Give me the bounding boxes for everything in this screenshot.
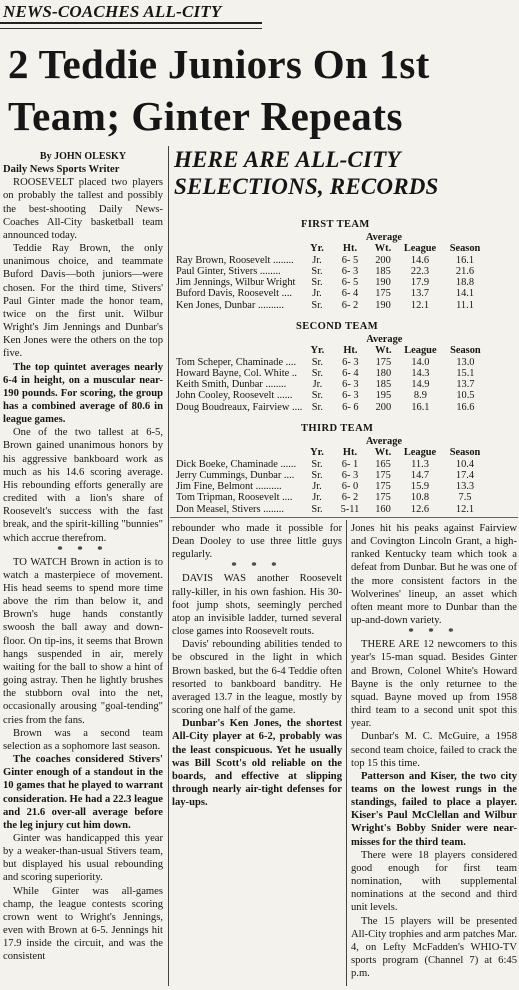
paragraph: TO WATCH Brown in action is to watch a masterpiece of movement. His head seems to spend more time above the rim than below it, and Brown's huge hands constantly swoosh the ball away and down-floor. On tip-ins, it seems that Brown hangs suspended in air, merely waiting for the ball to show a hint of going astray. Then he lightly brushes the stubborn oval into the net, occasionally arousing "goal-tending" cries from the fans.	[3, 556, 163, 726]
player-height: 6- 3	[342, 390, 359, 402]
player-year: Sr.	[311, 458, 323, 470]
season-average: 13.7	[456, 379, 475, 391]
player-height: 6- 2	[341, 299, 359, 311]
player-height: 6- 2	[341, 492, 359, 504]
table-row	[176, 266, 488, 277]
season-average: 18.8	[455, 277, 475, 289]
first-team-table	[176, 232, 488, 311]
wt-header: Wt.	[374, 243, 392, 255]
player-height: 6- 1	[341, 458, 359, 470]
season-average: 7.5	[458, 492, 472, 504]
league-average: 22.3	[410, 265, 430, 277]
table-row	[176, 288, 488, 299]
player-name: Jerry Cummings, Dunbar ....	[176, 469, 295, 481]
season-average: 12.1	[455, 503, 475, 515]
team-heading: THIRD TEAM	[301, 423, 374, 434]
article-column-3	[351, 522, 517, 980]
player-year: Jr.	[312, 254, 322, 266]
player-weight: 160	[375, 503, 391, 515]
section-kicker: NEWS-COACHES ALL-CITY	[3, 2, 222, 21]
league-average: 13.7	[410, 288, 430, 300]
article-column-2	[172, 522, 342, 809]
ht-header: Ht.	[343, 345, 358, 357]
third-team-table	[176, 436, 488, 515]
kicker-rule	[0, 22, 262, 24]
season-average: 15.1	[456, 367, 475, 379]
league-average: 12.1	[410, 299, 430, 311]
average-header: Average	[365, 436, 402, 447]
player-year: Jr.	[312, 481, 322, 493]
yr-header: Yr.	[310, 345, 325, 357]
headline-line-1: 2 Teddie Juniors On 1st	[8, 41, 430, 87]
player-height: 6- 5	[341, 254, 359, 266]
ht-header: Ht.	[342, 243, 358, 255]
player-year: Jr.	[312, 288, 322, 300]
table-row	[176, 379, 488, 390]
section-break: * * *	[408, 627, 460, 639]
headline-line-2: Team; Ginter Repeats	[8, 93, 403, 139]
player-name: Keith Smith, Dunbar ........	[176, 379, 287, 391]
table-row	[176, 390, 488, 401]
player-weight: 195	[375, 390, 392, 402]
paragraph: rebounder who made it possible for Dean Dooley to use three little guys regularly.	[172, 523, 342, 561]
paragraph: While Ginter was all-games champ, the league contests scoring crown went to Wright's Jennings, even with Brown at 6-5. Jennings hit 17.9 inside the circuit, and was the consistent	[3, 885, 163, 963]
table-row	[176, 368, 488, 379]
league-average: 14.9	[411, 379, 430, 391]
table-row	[176, 357, 488, 368]
player-name: Ken Jones, Dunbar ..........	[176, 299, 284, 311]
league-header: League	[404, 345, 437, 357]
player-weight: 175	[375, 481, 391, 493]
player-weight: 190	[375, 299, 391, 311]
table-row	[176, 470, 488, 481]
player-year: Sr.	[311, 265, 323, 277]
yr-header: Yr.	[310, 447, 324, 459]
paragraph: Dunbar's Ken Jones, the shortest All-City player at 6-2, probably was the least conspicuous. Yet he usually was Bill Scott's old reliable on the boards, and effective at slipping through nearly air-tight defenses for lay-ups.	[172, 718, 342, 809]
player-year: Sr.	[311, 356, 324, 368]
player-name: Tom Tripman, Roosevelt ....	[176, 492, 293, 504]
season-average: 10.4	[455, 458, 475, 470]
table-row	[176, 459, 488, 470]
player-height: 6- 0	[341, 481, 359, 493]
table-title-line-2: SELECTIONS, RECORDS	[174, 174, 439, 199]
player-name: Don Measel, Stivers ........	[176, 503, 284, 515]
paragraph: The top quintet averages nearly 6-4 in height, on a muscular near-190 pounds. For scoring, the group has a combined average of 80.6 in league games.	[3, 361, 163, 426]
player-weight: 165	[375, 458, 391, 470]
article-column-1	[3, 150, 163, 964]
paragraph: The 15 players will be presented All-City trophies and arm patches Mar. 4, on Lefty McFadden's WHIO-TV sports program (Channel 7) at 6:45 p.m.	[351, 915, 517, 980]
player-name: Doug Boudreaux, Fairview ....	[176, 401, 303, 413]
league-average: 16.1	[411, 401, 430, 413]
player-weight: 180	[375, 367, 392, 379]
column-rule	[168, 146, 169, 986]
player-name: Jim Jennings, Wilbur Wright	[176, 277, 296, 289]
player-name: Jim Fine, Belmont ..........	[176, 481, 282, 493]
season-average: 13.0	[456, 356, 475, 368]
player-height: 6- 3	[342, 356, 359, 368]
paragraph: ROOSEVELT placed two players on probably the tallest and possibly the best-shooting Daily News-Coaches All-City basketball team announced today.	[3, 177, 163, 241]
league-average: 10.8	[410, 492, 430, 504]
league-average: 14.3	[411, 367, 430, 379]
player-name: Paul Ginter, Stivers ........	[176, 265, 281, 277]
team-heading: FIRST TEAM	[301, 219, 370, 230]
paragraph: DAVIS WAS another Roosevelt rally-killer, in his own fashion. His 30-foot jump shots, seemingly perched atop an invisible ladder, turned several close games into Roosevelt routs.	[172, 573, 342, 638]
player-year: Sr.	[311, 469, 323, 481]
season-average: 10.5	[456, 390, 475, 402]
table-row	[176, 277, 488, 288]
column-rule	[346, 520, 347, 986]
section-break: * * *	[57, 544, 109, 556]
player-weight: 175	[375, 492, 391, 504]
player-name: Howard Bayne, Col. White ..	[176, 367, 298, 379]
table-row	[176, 481, 488, 492]
player-year: Sr.	[311, 299, 323, 311]
average-header: Average	[365, 232, 402, 243]
byline-title: Daily News Sports Writer	[3, 164, 120, 176]
season-average: 14.1	[455, 288, 475, 300]
paragraph: Jones hit his peaks against Fairview and Covington Lincoln Grant, a high-ranked Kentucky team which took a defeat from Dunbar. But he was one of the more consistent factors in the Wolverines' lineup, an asset which often meant more to Dunbar than the up-and-down variety.	[351, 523, 517, 627]
league-average: 12.6	[410, 503, 430, 515]
player-year: Sr.	[311, 503, 323, 515]
kicker-rule-thin	[0, 28, 262, 29]
table-row	[176, 402, 488, 413]
player-name: Buford Davis, Roosevelt ....	[176, 288, 293, 300]
paragraph: There were 18 players considered good enough for first team nomination, with supplemental nominations at the second and third unit levels.	[351, 849, 517, 914]
team-heading: SECOND TEAM	[296, 321, 379, 332]
league-header: League	[403, 243, 437, 255]
player-height: 6- 4	[342, 367, 359, 379]
player-weight: 200	[375, 401, 392, 413]
player-weight: 200	[375, 254, 391, 266]
second-team-table	[176, 334, 488, 413]
paragraph: The coaches considered Stivers' Ginter enough of a standout in the 10 games that he played to warrant consideration. He had a 22.3 league and 21.6 over-all average before the leg injury cut him down.	[3, 754, 163, 831]
table-row	[176, 255, 488, 266]
wt-header: Wt.	[375, 345, 392, 357]
player-weight: 190	[375, 277, 391, 289]
player-height: 6- 3	[341, 265, 359, 277]
section-break: * * *	[231, 561, 283, 573]
table-box-rule	[170, 517, 518, 518]
player-name: Ray Brown, Roosevelt ........	[176, 254, 294, 266]
paragraph: Ginter was handicapped this year by a weaker-than-usual Stivers team, but displayed his usual rebounding and scoring superiority.	[3, 832, 163, 884]
season-average: 16.6	[456, 401, 475, 413]
player-height: 6- 4	[341, 288, 359, 300]
player-height: 5-11	[340, 503, 360, 515]
player-height: 6- 6	[342, 401, 359, 413]
player-name: Dick Boeke, Chaminade ......	[176, 458, 297, 470]
player-year: Sr.	[311, 390, 324, 402]
player-year: Sr.	[311, 401, 324, 413]
table-row	[176, 300, 488, 311]
league-average: 14.7	[410, 469, 430, 481]
ht-header: Ht.	[342, 447, 358, 459]
paragraph: THERE ARE 12 newcomers to this year's 15-man squad. Besides Ginter and Brown, Colonel White's Howard Bayne is the only returnee to the squad. Bayne moved up from 1958 third team to a second unit spot this year.	[351, 639, 517, 730]
league-average: 17.9	[410, 277, 430, 289]
player-year: Sr.	[311, 367, 324, 379]
player-height: 6- 3	[341, 469, 359, 481]
season-average: 16.1	[455, 254, 475, 266]
paragraph: Brown was a second team selection as a sophomore last season.	[3, 727, 163, 752]
season-average: 17.4	[455, 469, 475, 481]
league-average: 11.3	[411, 458, 429, 470]
paragraph: Teddie Ray Brown, the only unanimous choice, and teammate Buford Davis—both juniors—were chosen. For the third time, Stivers' Paul Ginter made the honor team, twice on the first unit. Wilbur Wright's Jim Jennings and Dunbar's Ken Jones were the others on the top five.	[3, 243, 163, 360]
season-header: Season	[449, 447, 481, 459]
table-row	[176, 492, 488, 503]
league-average: 14.0	[411, 356, 430, 368]
player-year: Sr.	[311, 277, 323, 289]
season-average: 11.1	[456, 299, 474, 311]
player-name: John Cooley, Roosevelt ......	[176, 390, 293, 402]
season-average: 13.3	[455, 481, 475, 493]
player-name: Tom Scheper, Chaminade ....	[176, 356, 297, 368]
player-weight: 175	[375, 356, 392, 368]
league-header: League	[403, 447, 437, 459]
table-title	[174, 146, 439, 200]
player-weight: 175	[375, 469, 391, 481]
league-average: 14.6	[410, 254, 430, 266]
paragraph: Patterson and Kiser, the two city teams on the lowest rungs in the standings, failed to place a player. Kiser's Paul McClellan and Wilbur Wright's Bobby Snider were near-misses for the third team.	[351, 770, 517, 848]
league-average: 8.9	[413, 390, 427, 402]
season-header: Season	[450, 345, 481, 357]
byline: By JOHN OLESKY	[39, 151, 127, 162]
league-average: 15.9	[410, 481, 430, 493]
average-header: Average	[366, 334, 403, 345]
player-height: 6- 3	[342, 379, 359, 391]
paragraph: One of the two tallest at 6-5, Brown gained unanimous honors by his aggressive bankboard work as much as his 14.6 scoring average. His rebounding efforts generally are credited with a lion's share of Roosevelt's success with the fast break, and the spirit-killing "bunnies" which accrue therefrom.	[3, 427, 163, 544]
season-average: 21.6	[455, 265, 475, 277]
paragraph: Davis' rebounding abilities tended to be obscured in the light in which Brown basked, but the 6-4 Teddie often resorted to bankboard banditry. He averaged 13.7 in the league, mostly by scoring one half of the game.	[172, 639, 342, 717]
yr-header: Yr.	[310, 243, 324, 255]
player-weight: 175	[375, 288, 391, 300]
paragraph: Dunbar's M. C. McGuire, a 1958 second team choice, failed to crack the top 15 this time.	[351, 731, 517, 769]
wt-header: Wt.	[374, 447, 392, 459]
player-height: 6- 5	[341, 277, 359, 289]
player-year: Jr.	[312, 492, 322, 504]
player-weight: 185	[375, 265, 391, 277]
table-row	[176, 504, 488, 515]
player-year: Jr.	[312, 379, 323, 391]
season-header: Season	[449, 243, 481, 255]
player-weight: 185	[375, 379, 392, 391]
table-title-line-1: HERE ARE ALL-CITY	[174, 147, 401, 172]
